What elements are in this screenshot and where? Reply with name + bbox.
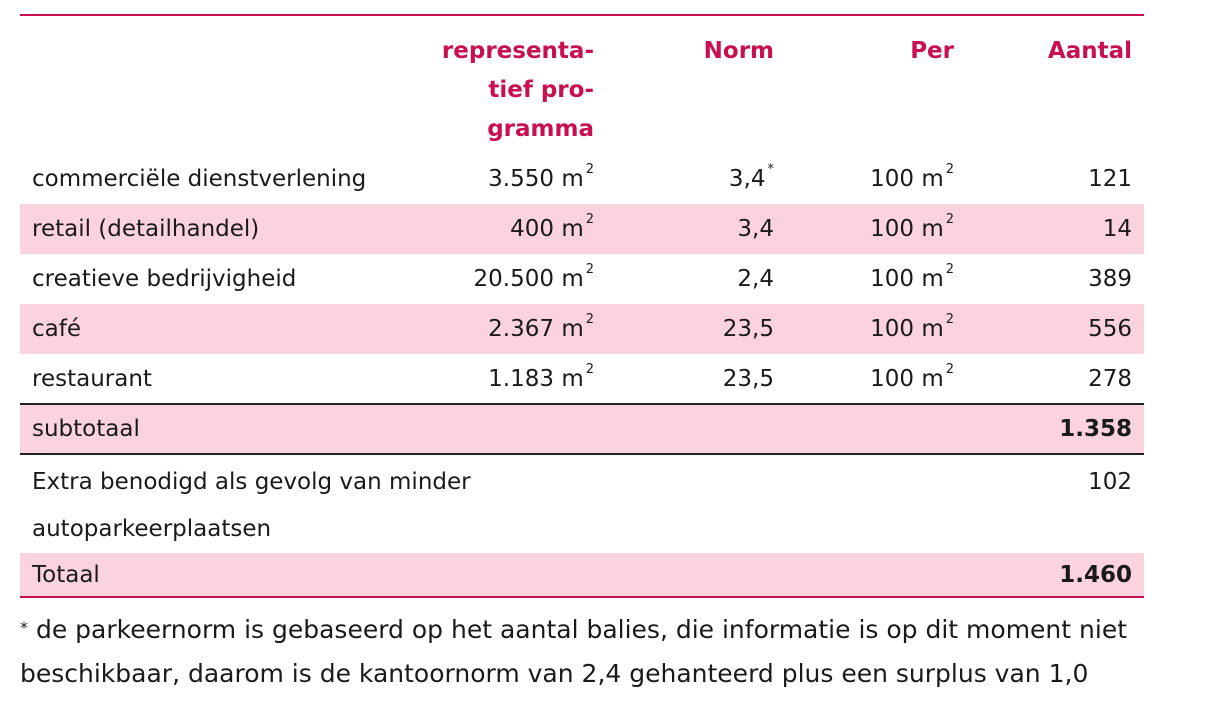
header-per: Per [910,38,954,64]
row-count: 389 [1088,266,1132,292]
header-label-empty [20,15,440,154]
row-per: 100 m $^2$ [774,204,954,254]
footnote-marker: * [20,618,28,637]
row-per: 100 m $^2$ [774,304,954,354]
row-program: 400 m $^2$ [440,204,594,254]
row-program: 2.367 m $^2$ [440,304,594,354]
row-label: commerciële dienstverlening [32,166,367,192]
extra-label: Extra benodigd als gevolg van minder autoparkeerplaatsen [20,454,594,553]
parking-norm-table [20,14,1144,598]
subtotal-label: subtotaal [20,404,440,454]
header-norm: Norm [703,38,774,64]
row-label: retail (detailhandel) [20,204,440,254]
subtotal-count: 1.358 [954,404,1144,454]
extra-count: 102 [954,454,1144,553]
row-norm: 3,4 [594,204,774,254]
row-norm: 23,5 [594,304,774,354]
norm-note-marker: * [767,162,774,177]
header-count: Aantal [1047,38,1132,64]
row-program: 20.500 m $^2$ [473,262,594,292]
parking-norm-table-container [20,14,1144,598]
footnote-text: de parkeernorm is gebaseerd op het aantal balies, die informatie is op dit moment niet beschikbaar, daarom is de kantoornorm van 2,4 gehanteerd plus een surplus van 1,0 [20,615,1127,688]
row-label: creatieve bedrijvigheid [32,266,297,292]
table-row [20,254,1144,304]
total-row [20,553,1144,597]
row-norm: 2,4 [737,266,774,292]
row-count: 278 [1088,365,1132,392]
row-program: 1.183 m $^2$ [488,361,594,392]
footnote [20,608,1220,696]
row-norm: 23,5 [722,365,774,392]
row-program: 3.550 m $^2$ [488,162,594,192]
extra-row [20,454,1144,553]
row-count: 556 [954,304,1144,354]
row-per: 100 m $^2$ [870,361,954,392]
row-count: 121 [1088,166,1132,192]
row-label: restaurant [32,365,152,392]
row-count: 14 [954,204,1144,254]
total-label: Totaal [20,553,440,597]
table-row [20,354,1144,404]
row-norm: 3,4 * [728,162,774,192]
table-row [20,304,1144,354]
subtotal-row [20,404,1144,454]
header-program: representa- tief pro- gramma [441,38,594,142]
table-row [20,154,1144,204]
table-header-row [20,15,1144,154]
row-label: café [20,304,440,354]
table-row [20,204,1144,254]
total-count: 1.460 [954,553,1144,597]
row-per: 100 m $^2$ [870,162,954,192]
row-per: 100 m $^2$ [870,262,954,292]
